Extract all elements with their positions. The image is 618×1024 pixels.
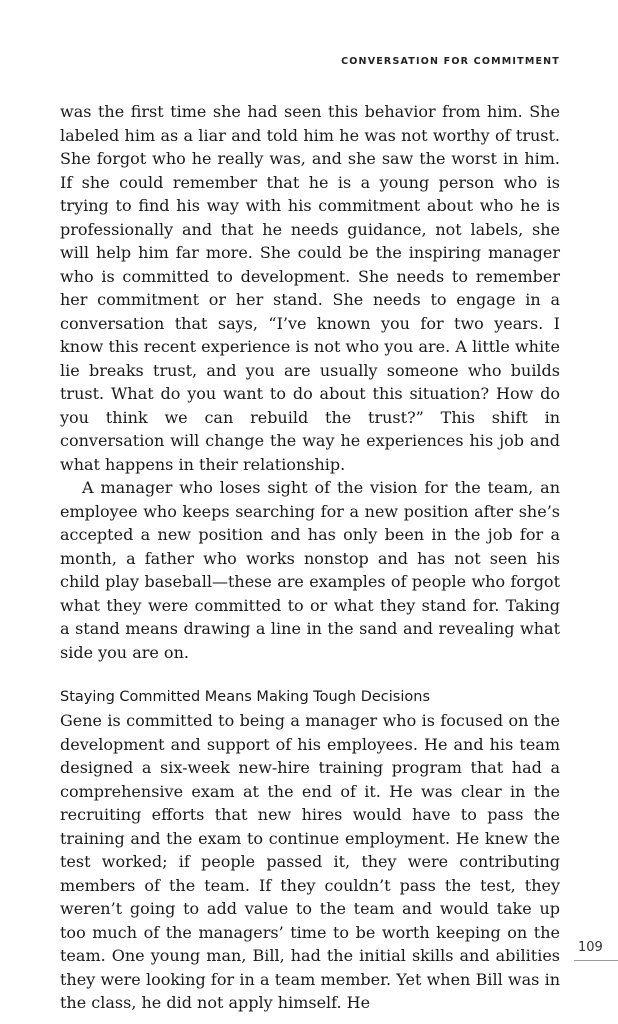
page-body [60, 100, 560, 1015]
section-heading: Staying Committed Means Making Tough Decisions [60, 689, 431, 705]
body-paragraph: A manager who loses sight of the vision for the team, an employee who keeps searching for a new position after she’s accepted a new position and has only been in the job for a month, a father who works nonstop and has not seen his child play baseball—these are examples of people who forgot what they were committed to or what they stand for. Taking a stand means drawing a line in the sand and revealing what side you are on. [60, 478, 560, 662]
running-header: CONVERSATION FOR COMMITMENT [341, 56, 560, 67]
body-paragraph: was the first time she had seen this behavior from him. She labeled him as a liar and told him he was not worthy of trust. She forgot who he really was, and she saw the worst in him. If she could remember that he is a young person who is trying to find his way with his commitment about who he is professionally and that he needs guidance, not labels, she will help him far more. She could be the inspiring manager who is committed to development. She needs to remember her commitment or her stand. She needs to engage in a conversation that says, “I’ve known you for two years. I know this recent experience is not who you are. A little white lie breaks trust, and you are usually someone who builds trust. What do you want to do about this situation? How do you think we can rebuild the trust?” This shift in conversation will change the way he experiences his job and what happens in their relationship. [60, 102, 560, 474]
body-paragraph: Gene is committed to being a manager who is focused on the development and support of his employees. He and his team designed a six-week new-hire training program that had a comprehensive exam at the end of it. He was clear in the recruiting efforts that new hires would have to pass the training and the exam to continue employment. He knew the test worked; if people passed it, they were contributing members of the team. If they couldn’t pass the test, they weren’t going to add value to the team and would take up too much of the managers’ time to be worth keeping on the team. One young man, Bill, had the initial skills and abilities they were looking for in a team member. Yet when Bill was in the class, he did not apply himself. He [60, 711, 560, 1012]
page-number: 109 [578, 940, 603, 955]
page-number-rule [574, 960, 618, 961]
